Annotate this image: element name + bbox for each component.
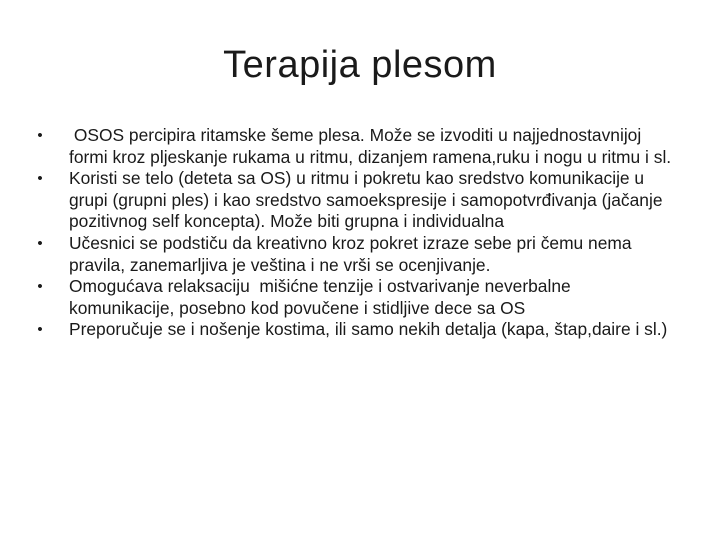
- bullet-icon: •: [37, 170, 43, 188]
- bullet-text: OSOS percipira ritamske šeme plesa. Može se izvoditi u najjednostavnijoj formi kroz pljeskanje rukama u ritmu, dizanjem ramena,ruku i nogu u ritmu i sl.: [69, 125, 672, 167]
- list-item: [33, 233, 673, 276]
- bullet-text: Koristi se telo (deteta sa OS) u ritmu i pokretu kao sredstvo komunikacije u grupi (grupni ples) i kao sredstvo samoekspresije i samopotvrđivanja (jačanje pozitivnog self koncepta). Može biti grupna i individualna: [69, 168, 663, 232]
- list-item: [33, 125, 673, 168]
- list-item: [33, 319, 673, 341]
- bullet-icon: •: [37, 234, 43, 252]
- bullet-text: Učesnici se podstiču da kreativno kroz pokret izraze sebe pri čemu nema pravila, zanemarljiva je veština i ne vrši se ocenjivanje.: [69, 232, 632, 275]
- list-item: [33, 276, 673, 319]
- slide-title: Terapija plesom: [223, 44, 497, 86]
- bullet-icon: •: [37, 127, 43, 144]
- bullet-text: Omogućava relaksaciju mišićne tenzije i ostvarivanje neverbalne komunikacije, posebno kod povučene i stidljive dece sa OS: [69, 276, 576, 318]
- bullet-icon: •: [37, 321, 43, 339]
- bullet-list: [33, 125, 673, 341]
- list-item: [33, 168, 673, 233]
- bullet-icon: •: [37, 278, 43, 296]
- bullet-text: Preporučuje se i nošenje kostima, ili samo nekih detalja (kapa, štap,daire i sl.): [69, 319, 668, 340]
